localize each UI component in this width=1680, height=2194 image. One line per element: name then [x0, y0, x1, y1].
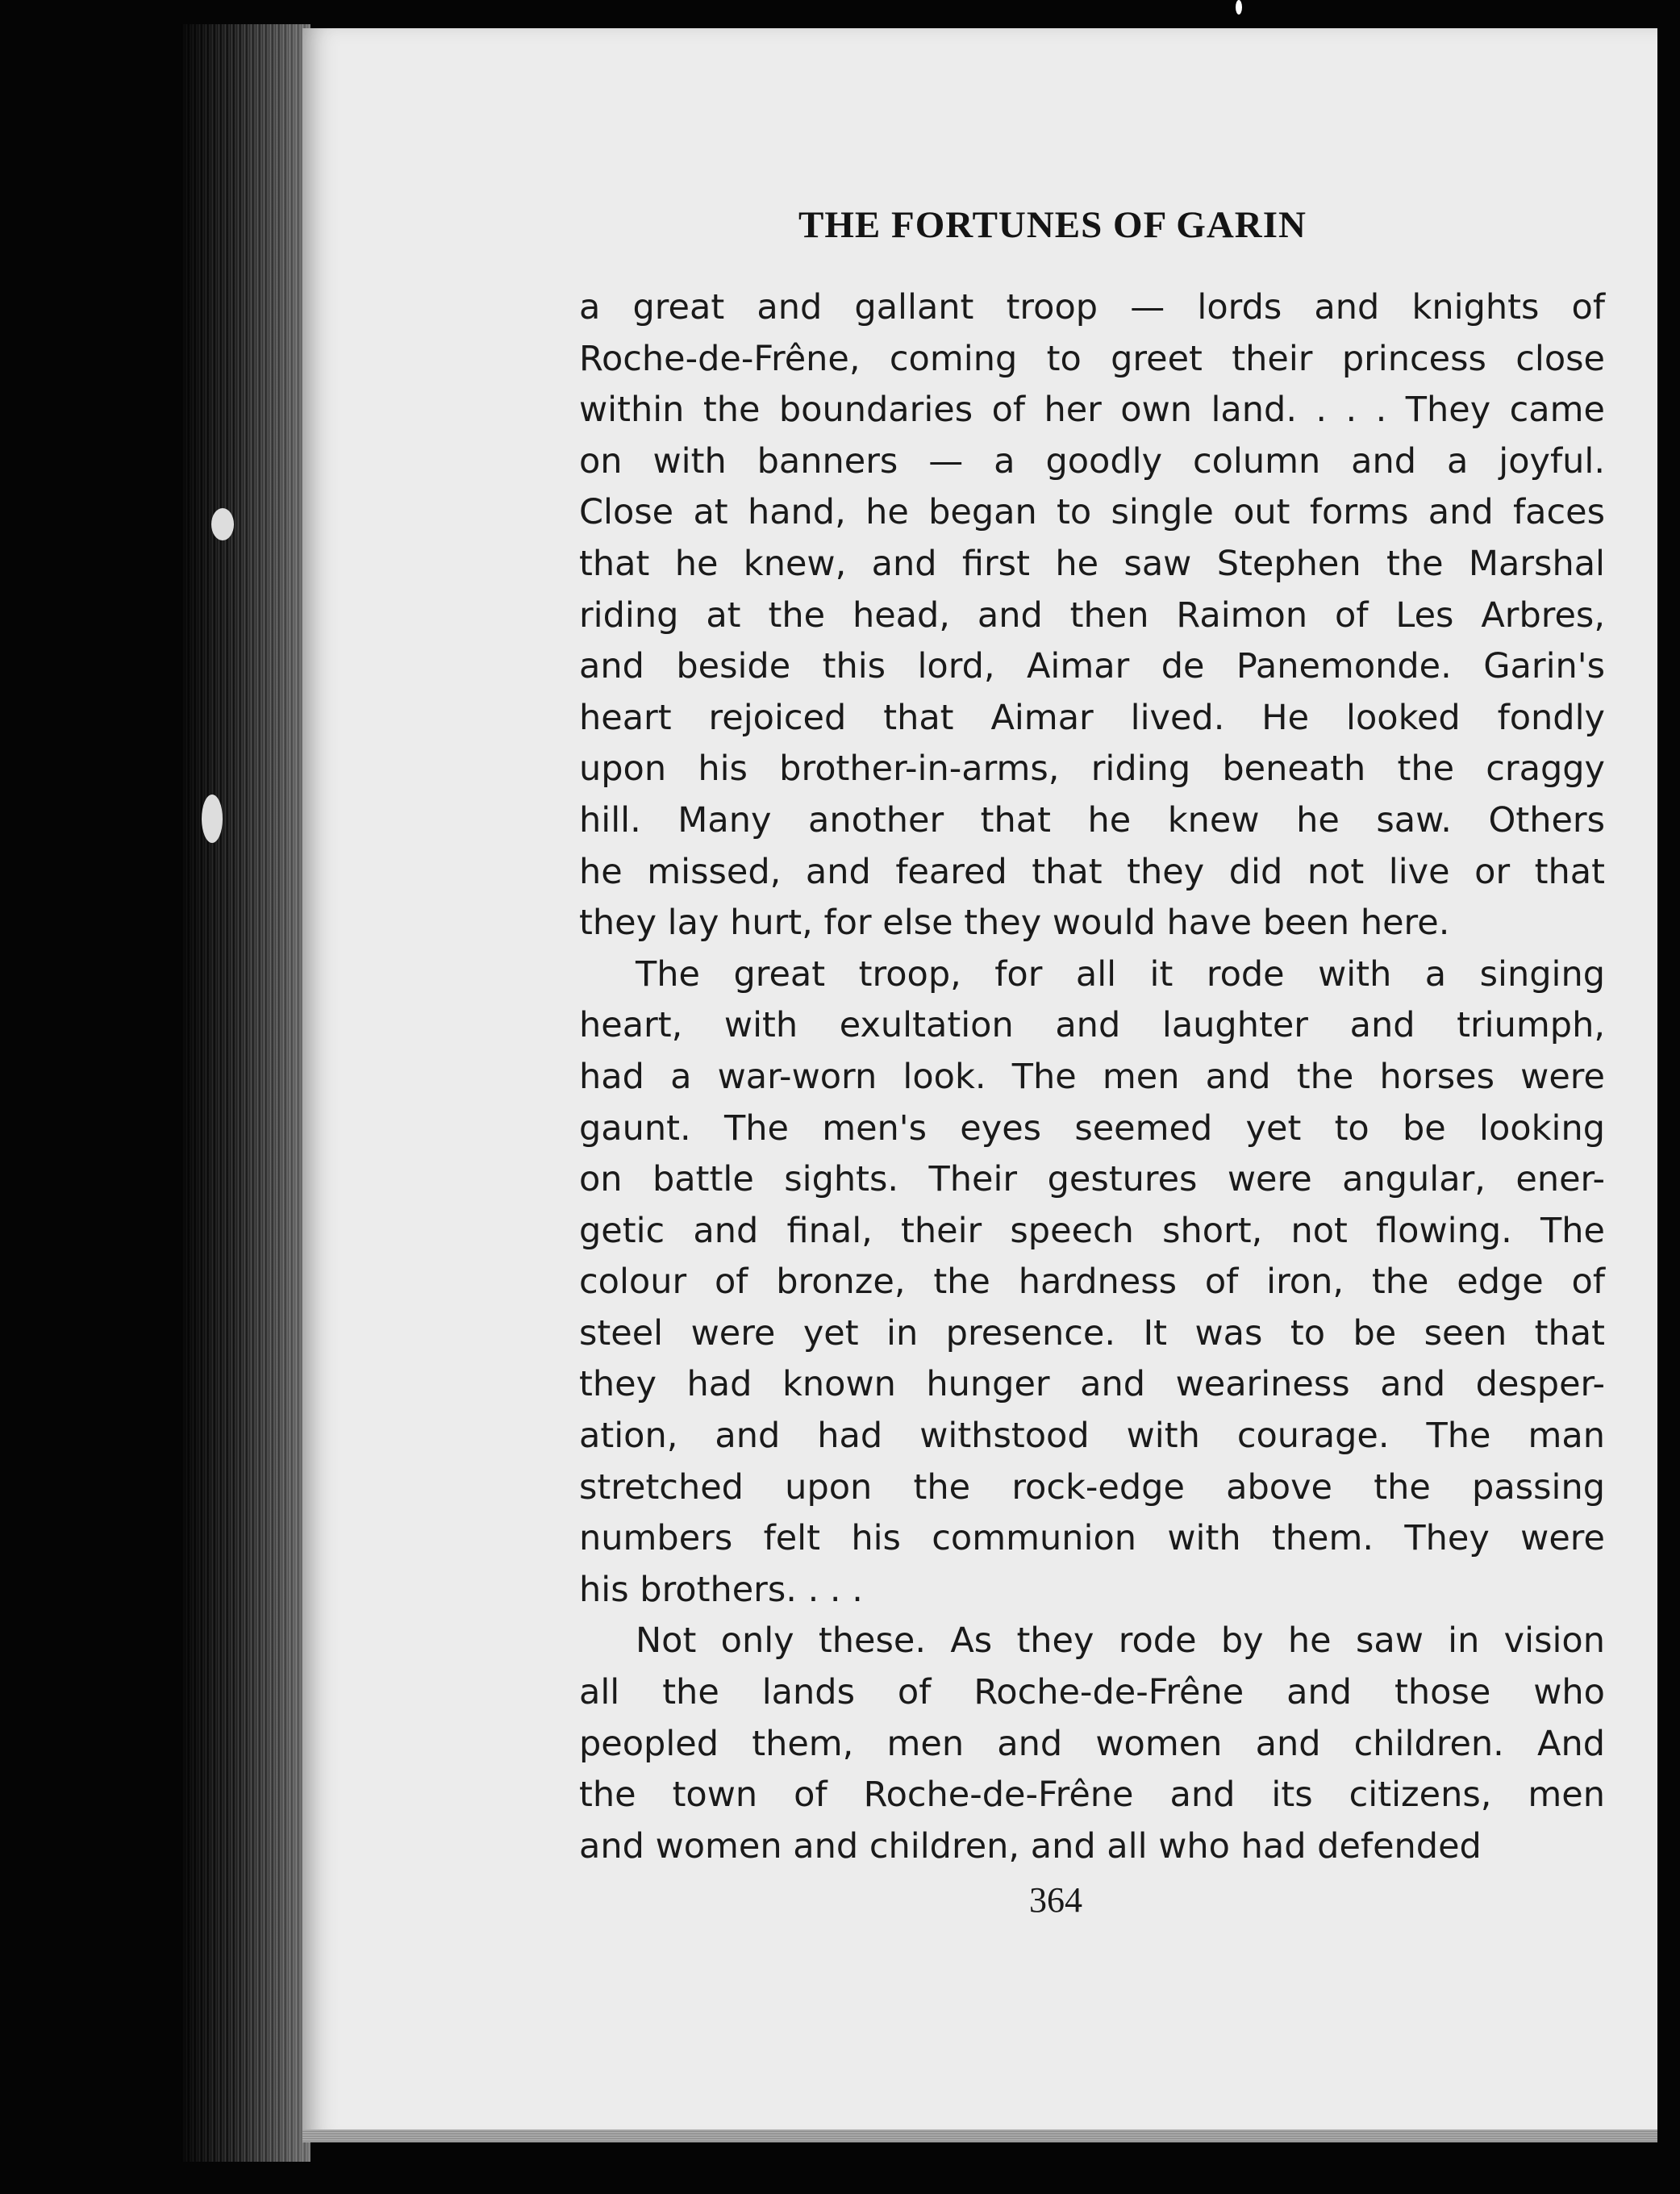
text-line: ation, and had withstood with courage. The man [579, 1416, 1605, 1457]
scan-speck [211, 508, 234, 540]
text-line: they lay hurt, for else they would have been here. [579, 903, 1450, 944]
text-line: stretched upon the rock-edge above the passing [579, 1466, 1605, 1508]
text-line: and beside this lord, Aimar de Panemonde. Garin's [579, 646, 1605, 687]
page-number: 364 [1029, 1880, 1082, 1920]
text-line: upon his brother-in-arms, riding beneath the craggy [579, 749, 1605, 790]
text-line: heart rejoiced that Aimar lived. He looked fondly [579, 697, 1605, 738]
text-line: on battle sights. Their gestures were angular, ener- [579, 1159, 1605, 1200]
text-line: had a war-worn look. The men and the horses were [579, 1056, 1605, 1097]
text-line: they had known hunger and weariness and desper- [579, 1364, 1605, 1405]
text-line: all the lands of Roche-de-Frêne and those who [579, 1672, 1605, 1713]
paragraph [579, 282, 1605, 949]
text-line: Close at hand, he began to single out forms and faces [579, 492, 1605, 533]
paragraph [579, 1616, 1605, 1872]
text-line: gaunt. The men's eyes seemed yet to be looking [579, 1107, 1605, 1149]
text-line: steel were yet in presence. It was to be seen that [579, 1312, 1605, 1354]
text-line: the town of Roche-de-Frêne and its citizens, men [579, 1775, 1605, 1816]
scan-speck [202, 795, 223, 843]
text-line: his brothers. . . . [579, 1569, 863, 1610]
text-line: riding at the head, and then Raimon of Les Arbres, [579, 594, 1605, 636]
text-line: The great troop, for all it rode with a singing [636, 953, 1605, 995]
text-line: numbers felt his communion with them. They were [579, 1518, 1605, 1559]
scan-speck [1236, 0, 1242, 15]
text-line: peopled them, men and women and children. And [579, 1723, 1605, 1764]
text-line: that he knew, and first he saw Stephen the Marshal [579, 543, 1605, 584]
text-line: getic and final, their speech short, not flowing. The [579, 1210, 1605, 1251]
text-line: a great and gallant troop — lords and knights of [579, 287, 1605, 327]
paragraph [579, 949, 1605, 1616]
text-line: he missed, and feared that they did not live or that [579, 851, 1605, 892]
text-line: and women and children, and all who had defended [579, 1825, 1482, 1867]
text-line: hill. Many another that he knew he saw. Others [579, 799, 1605, 840]
page-bottom-edge [302, 2129, 1657, 2142]
text-line: Roche-de-Frêne, coming to greet their princess close [579, 338, 1605, 379]
page-edges [181, 24, 311, 2162]
text-line: within the boundaries of her own land. . . . They came [579, 390, 1605, 431]
running-head: THE FORTUNES OF GARIN [798, 204, 1307, 246]
text-line: Not only these. As they rode by he saw in vision [636, 1620, 1605, 1662]
body-text [579, 282, 1605, 1872]
text-line: on with banners — a goodly column and a joyful. [579, 440, 1605, 482]
text-line: colour of bronze, the hardness of iron, the edge of [579, 1262, 1605, 1303]
text-line: heart, with exultation and laughter and triumph, [579, 1005, 1605, 1046]
